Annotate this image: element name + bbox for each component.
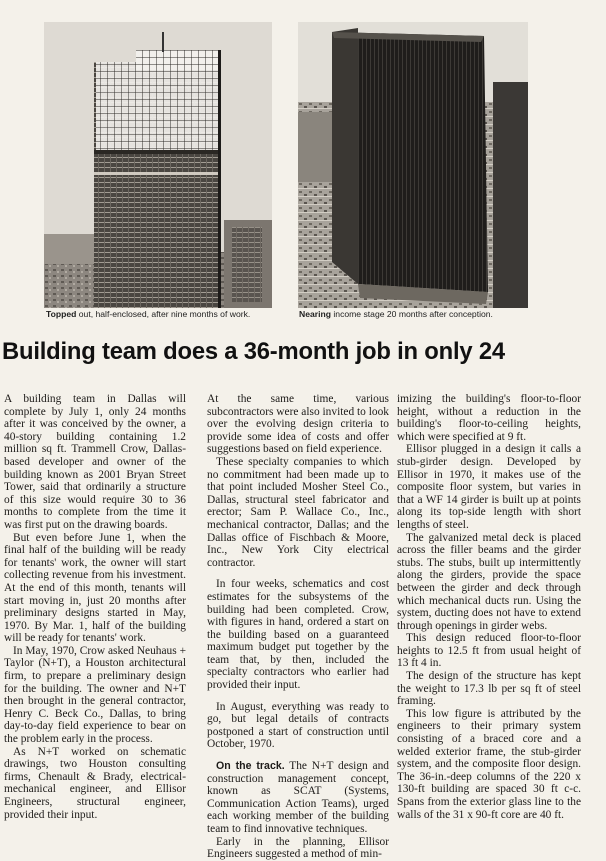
paragraph: This design reduced floor-to-floor heights to 12.5 ft from usual height of 13 ft 4 in. bbox=[397, 632, 581, 670]
caption-text: income stage 20 months after conception. bbox=[331, 309, 493, 319]
paragraph: As N+T worked on schematic drawings, two Houston consulting firms, Chenault & Brady, electrical-mechanical engineer, and Ellisor Engineers, structural engineer, provided their input. bbox=[4, 745, 186, 821]
caption-text: out, half-enclosed, after nine months of work. bbox=[76, 309, 251, 319]
paragraph: These specialty companies to which no commitment had been made up to that point included Mosher Steel Co., Dallas, structural steel fabricator and erector; Sam P. Wallace Co., Inc., mechanical contractor, Dallas; and the Dallas office of Fischbach & Moore, Inc., New York City electrical contractor. bbox=[207, 455, 389, 569]
paragraph: This low figure is attributed by the engineers to their primary system consisting of a braced core and a welded exterior frame, the stub-girder system, and the composite floor design. The 36-in.-deep columns of the 220 x 130-ft building are spaced 30 ft c-c. Spans from the exterior glass line to the walls of the 31 x 90-ft core are 40 ft. bbox=[397, 707, 581, 821]
photo-caption-left bbox=[46, 309, 250, 319]
paragraph: The galvanized metal deck is placed across the filler beams and the girder stubs. The stubs, built up intermittently along the girders, provide the space between the girder and deck through which mechanical ducts run. Using the system, ducting does not have to extend through openings in girder webs. bbox=[397, 531, 581, 632]
paragraph: Early in the planning, Ellisor Engineers suggested a method of min- bbox=[207, 835, 389, 861]
article-column-3 bbox=[397, 393, 581, 821]
paragraph: But even before June 1, when the final half of the building will be ready for tenants' work, the owner will start collecting revenue from his investment. At the end of this month, tenants will start moving in, just 20 months after preliminary designs started in May, 1970. By Mar. 1, half of the building will be ready for tenants' work. bbox=[4, 531, 186, 645]
paragraph: In four weeks, schematics and cost estimates for the subsystems of the building had been completed. Crow, with figures in hand, ordered a start on the building based on a guaranteed maximum budget put together by the team that, by then, included the specialty contractors who earlier had provided their input. bbox=[207, 578, 389, 692]
article-headline: Building team does a 36-month job in only 24 bbox=[2, 338, 505, 365]
paragraph: At the same time, various subcontractors were also invited to look over the evolving design criteria to provide some idea of costs and offer suggestions based on field experience. bbox=[207, 393, 389, 456]
photo-caption-right bbox=[299, 309, 493, 319]
article-column-1 bbox=[4, 393, 186, 821]
paragraph: In May, 1970, Crow asked Neuhaus + Taylor (N+T), a Houston architectural firm, to prepare a preliminary design for the building. The owner and N+T then brought in the general contractor, Henry C. Beck Co., Dallas, to bring day-to-day field experience to bear on the problem early in the process. bbox=[4, 644, 186, 746]
paragraph-text: The N+T design and construction management concept, known as SCAT (Systems, Communication Action Teams), urged each working member of the building team to find innovative techniques. bbox=[207, 760, 389, 835]
caption-lead: Nearing bbox=[299, 309, 331, 319]
article-column-2 bbox=[207, 393, 389, 861]
subhead-runin: On the track. bbox=[216, 760, 285, 773]
paragraph-with-runin bbox=[207, 760, 389, 836]
caption-lead: Topped bbox=[46, 309, 77, 319]
photo-nearing-completion-building bbox=[298, 22, 528, 308]
paragraph: A building team in Dallas will complete by July 1, only 24 months after it was conceived by the owner, a 40-story building containing 1.2 million sq ft. Trammell Crow, Dallas-based developer and owner of the building known as 2001 Bryan Street Tower, said that ordinarily a structure of this size would require 30 to 36 months to complete from the time it was first put on the drawing boards. bbox=[4, 393, 186, 531]
paragraph: The design of the structure has kept the weight to 17.3 lb per sq ft of steel framing. bbox=[397, 670, 581, 708]
paragraph: In August, everything was ready to go, but legal details of contracts postponed a start of construction until October, 1970. bbox=[207, 700, 389, 751]
photo-topped-out-building bbox=[44, 22, 272, 308]
paragraph: imizing the building's floor-to-floor height, without a reduction in the building's floor-to-ceiling heights, which were specified at 9 ft. bbox=[397, 393, 581, 443]
paragraph: Ellisor plugged in a design it calls a stub-girder design. Developed by Ellisor in 1970, it makes use of the composite floor system, but varies in that a WF 14 girder is built up at points along its top-side length with short lengths of steel. bbox=[397, 443, 581, 531]
